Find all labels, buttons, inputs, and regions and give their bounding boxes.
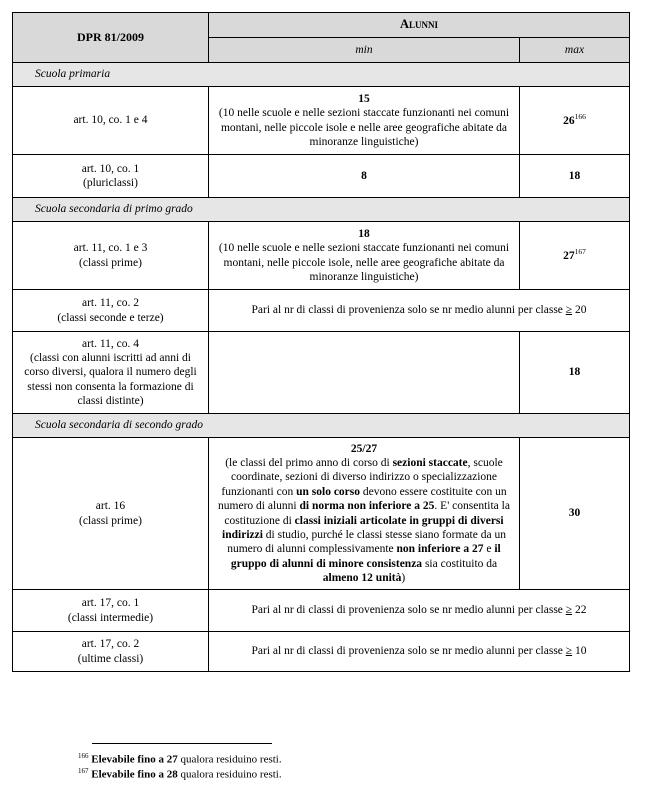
row-max: 18 [520, 155, 630, 198]
min-note: (10 nelle scuole e nelle sezioni staccate funzionanti nei comuni montani, nelle piccole isole, nelle aree geografiche abitate da minoranze linguistiche) [218, 242, 510, 283]
max-value: 26 [563, 115, 575, 128]
ge-symbol: ≥ [565, 304, 573, 317]
row-max [520, 222, 630, 290]
row-article [13, 222, 209, 290]
table-row [13, 222, 630, 290]
note-text: e [483, 543, 495, 556]
note-bold: un solo corso [296, 485, 361, 498]
pari-text: Pari al nr di classi di provenienza solo se nr medio alunni per classe [251, 645, 563, 658]
row-article [13, 632, 209, 672]
article-sub: (pluriclassi) [83, 177, 138, 189]
footnote-166 [78, 752, 282, 767]
article-sub: (classi prime) [79, 256, 142, 269]
row-min: 8 [209, 155, 520, 198]
row-article [13, 590, 209, 632]
footnotes [78, 752, 282, 782]
article-ref: art. 11, co. 4 [81, 337, 140, 350]
footnote-text: qualora residuino resti. [177, 768, 282, 781]
note-bold: non inferiore a 27 [396, 543, 484, 556]
row-max: 30 [520, 438, 630, 590]
header-dpr: DPR 81/2009 [13, 13, 209, 63]
row-pari [209, 632, 630, 672]
min-value: 15 [358, 92, 370, 105]
footnote-number: 167 [78, 767, 89, 776]
note-bold: sezioni staccate [392, 457, 468, 469]
note-bold: di norma non inferiore a 25 [299, 500, 435, 513]
alunni-table [12, 12, 630, 672]
article-sub: (classi seconde e terze) [57, 311, 164, 324]
note-text: ) [401, 572, 406, 584]
row-article: art. 10, co. 1 e 4 [13, 87, 209, 155]
ge-symbol: ≥ [565, 645, 573, 658]
table-row [13, 290, 630, 332]
footnote-bold: Elevabile fino a 28 [91, 768, 178, 781]
row-max: 18 [520, 332, 630, 414]
min-value: 25/27 [350, 442, 378, 455]
pari-value: 22 [574, 604, 587, 617]
pari-value: 20 [574, 304, 587, 317]
article-ref: art. 17, co. 2 [81, 638, 140, 651]
article-sub: (ultime classi) [77, 652, 144, 665]
section-primaria: Scuola primaria [13, 63, 630, 87]
note-text: (le classi del primo anno di corso di [225, 457, 393, 469]
header-max: max [520, 38, 630, 63]
row-pari [209, 590, 630, 632]
table-row [13, 87, 630, 155]
note-bold: classi iniziali articolate in gruppi di diversi indirizzi [222, 514, 504, 541]
row-pari [209, 290, 630, 332]
row-min [209, 332, 520, 414]
footnote-text: qualora residuino resti. [177, 753, 282, 766]
row-min [209, 438, 520, 590]
row-article [13, 155, 209, 198]
note-text: sia costituito da [422, 557, 498, 570]
article-ref: art. 17, co. 1 [81, 597, 140, 610]
header-min: min [209, 38, 520, 63]
article-sub: (classi prime) [79, 514, 142, 527]
note-bold: almeno 12 unità [322, 572, 402, 584]
footnote-ref: 167 [574, 247, 586, 257]
table-row [13, 632, 630, 672]
article-sub: (classi con alunni iscritti ad anni di corso diversi, qualora il numero degli stessi non consenta la formazione di classi distinte) [24, 351, 197, 408]
section-primo-grado: Scuola secondaria di primo grado [13, 198, 630, 222]
article-ref: art. 11, co. 1 e 3 [73, 242, 148, 255]
row-article [13, 332, 209, 414]
note-text: , scuole coordinate, sezioni di diverso indirizzo o specializzazione funzionanti con [221, 457, 503, 498]
pari-text: Pari al nr di classi di provenienza solo se nr medio alunni per classe [251, 604, 563, 617]
footnote-bold: Elevabile fino a 27 [91, 753, 178, 766]
min-value: 18 [358, 227, 370, 240]
ge-symbol: ≥ [565, 604, 573, 617]
row-min [209, 87, 520, 155]
max-value: 27 [563, 250, 575, 263]
footnote-167 [78, 767, 282, 782]
table-row [13, 155, 630, 198]
min-note: (10 nelle scuole e nelle sezioni staccate funzionanti nei comuni montani, nelle piccole isole e nelle aree geografiche abitate da minoranze linguistiche) [218, 107, 510, 148]
article-ref: art. 16 [95, 500, 126, 513]
row-article [13, 290, 209, 332]
table-row [13, 438, 630, 590]
footnote-number: 166 [78, 752, 89, 760]
article-sub: (classi intermedie) [67, 611, 154, 624]
note-text: di studio, purché le classi stesse siano formate da un numero di alunni complessivamente [227, 528, 506, 556]
table-row [13, 590, 630, 632]
article-ref: art. 10, co. 1 [81, 162, 140, 175]
row-max [520, 87, 630, 155]
row-article [13, 438, 209, 590]
pari-text: Pari al nr di classi di provenienza solo se nr medio alunni per classe [251, 304, 563, 317]
table-row [13, 332, 630, 414]
note-text: devono essere costituite con un numero di alunni [218, 485, 507, 513]
footnote-divider [92, 743, 272, 744]
min-note [215, 456, 513, 585]
note-text: . E' consentita la costituzione di [224, 500, 510, 527]
pari-value: 10 [574, 645, 587, 658]
header-alunni: Alunni [209, 13, 630, 38]
footnote-ref: 166 [574, 112, 586, 122]
section-secondo-grado: Scuola secondaria di secondo grado [13, 414, 630, 438]
row-min [209, 222, 520, 290]
note-bold: il gruppo di alunni di minore consistenza [230, 543, 501, 570]
article-ref: art. 11, co. 2 [81, 297, 140, 310]
